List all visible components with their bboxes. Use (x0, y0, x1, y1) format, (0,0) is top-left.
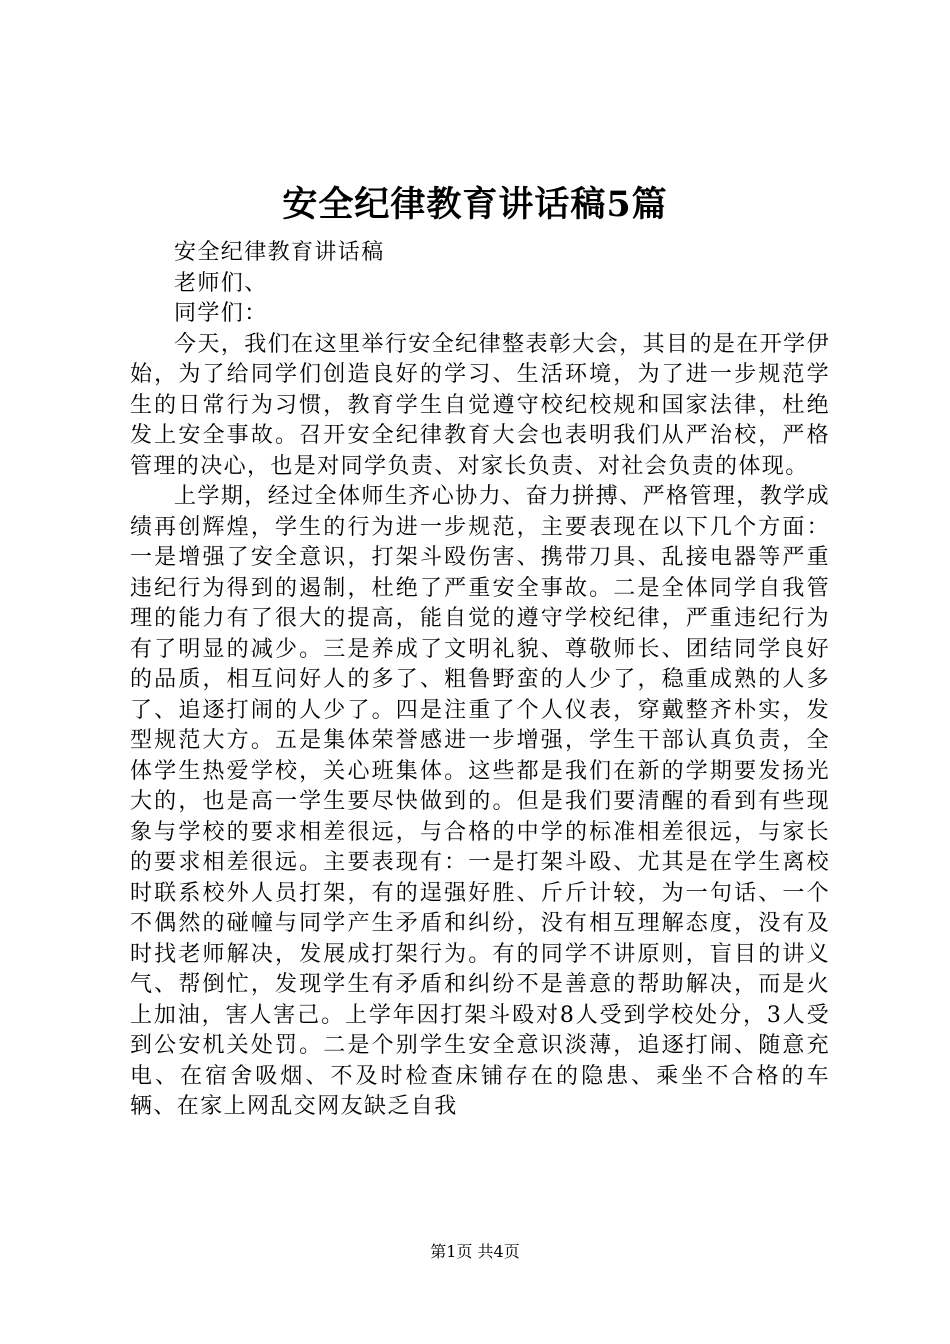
page-number: 第1页 共4页 (430, 1242, 520, 1261)
document-title: 安全纪律教育讲话稿5篇 (282, 184, 668, 225)
document-body (130, 238, 830, 1123)
paragraph: 上学期，经过全体师生齐心协力、奋力拼搏、严格管理，教学成绩再创辉煌，学生的行为进一步规范，主要表现在以下几个方面：一是增强了安全意识，打架斗殴伤害、携带刀具、乱接电器等严重违纪行为得到的遏制，杜绝了严重安全事故。二是全体同学自我管理的能力有了很大的提高，能自觉的遵守学校纪律，严重违纪行为有了明显的减少。三是养成了文明礼貌、尊敬师长、团结同学良好的品质，相互问好人的多了、粗鲁野蛮的人少了，稳重成熟的人多了、追逐打闹的人少了。四是注重了个人仪表，穿戴整齐朴实，发型规范大方。五是集体荣誉感进一步增强，学生干部认真负责，全体学生热爱学校，关心班集体。这些都是我们在新的学期要发扬光大的，也是高一学生要尽快做到的。但是我们要清醒的看到有些现象与学校的要求相差很远，与合格的中学的标准相差很远，与家长的要求相差很远。主要表现有：一是打架斗殴、尤其是在学生离校时联系校外人员打架，有的逞强好胜、斤斤计较，为一句话、一个不偶然的碰幢与同学产生矛盾和纠纷，没有相互理解态度，没有及时找老师解决，发展成打架行为。有的同学不讲原则，盲目的讲义气、帮倒忙，发现学生有矛盾和纠纷不是善意的帮助解决，而是火上加油，害人害己。上学年因打架斗殴对8人受到学校处分，3人受到公安机关处罚。二是个别学生安全意识淡薄，追逐打闹、随意充电、在宿舍吸烟、不及时检查床铺存在的隐患、乘坐不合格的车辆、在家上网乱交网友缺乏自我 (130, 484, 830, 1119)
salutation-teachers: 老师们、 (174, 270, 268, 296)
subtitle-line: 安全纪律教育讲话稿 (174, 240, 385, 265)
paragraph: 今天，我们在这里举行安全纪律整表彰大会，其目的是在开学伊始，为了给同学们创造良好的学习、生活环境，为了进一步规范学生的日常行为习惯，教育学生自觉遵守校纪校规和国家法律，杜绝发上安全事故。召开安全纪律教育大会也表明我们从严治校，严格管理的决心，也是对同学负责、对家长负责、对社会负责的体现。 (130, 331, 830, 479)
salutation-students: 同学们： (174, 301, 268, 326)
